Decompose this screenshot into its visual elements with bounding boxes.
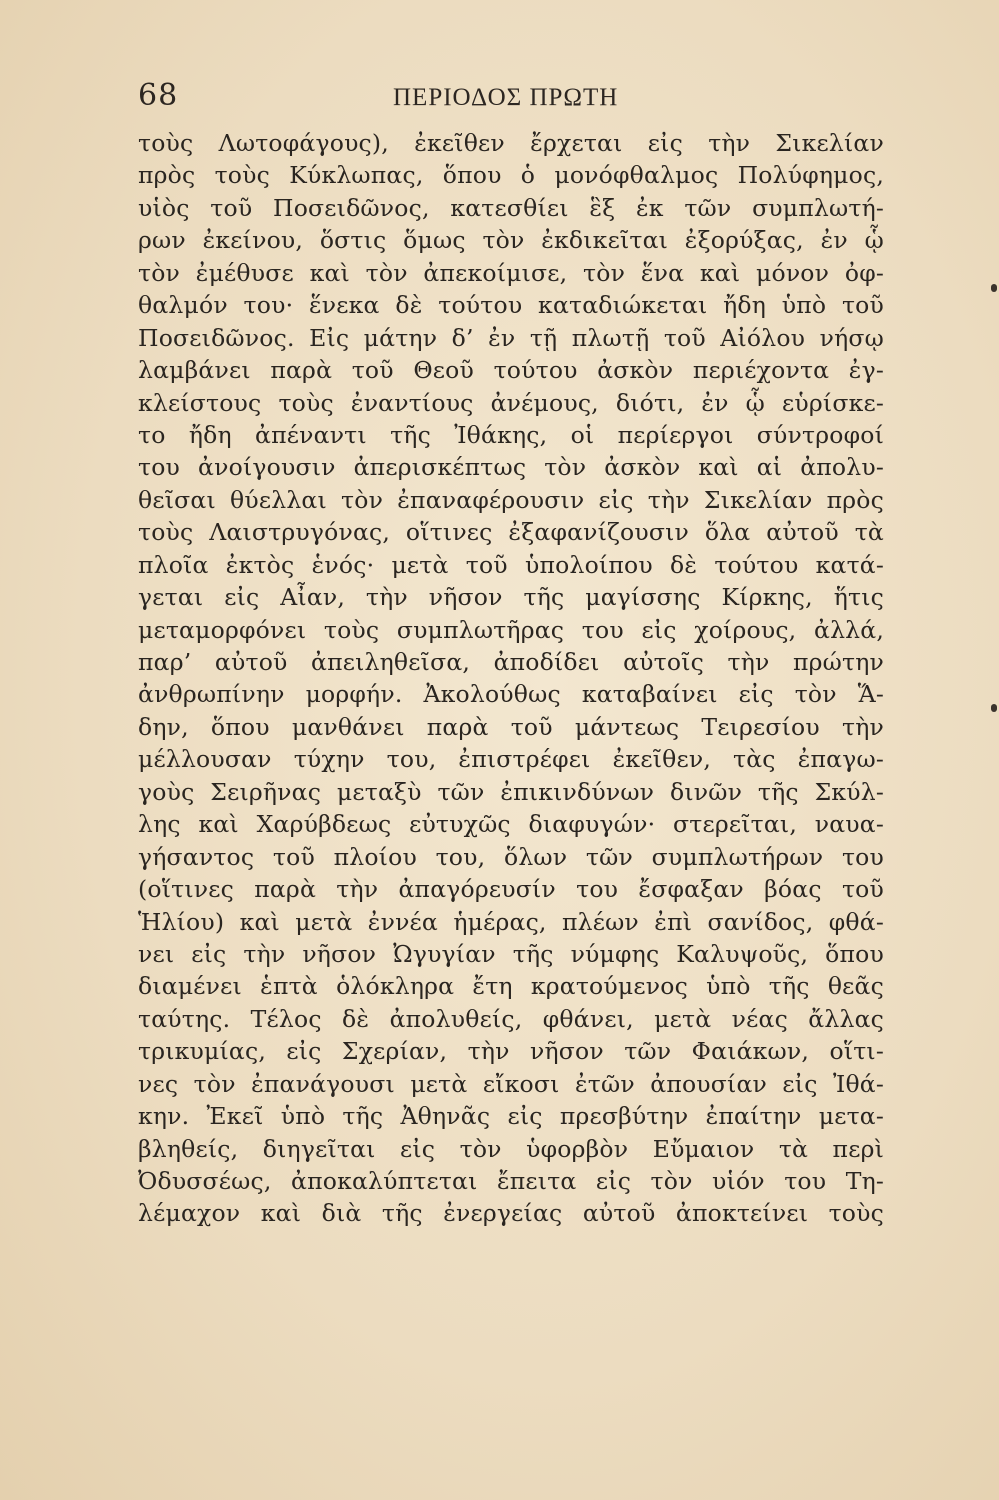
- text-line: του ἀνοίγουσιν ἀπερισκέπτως τὸν ἀσκὸν καὶ αἱ ἀπολυ-: [138, 453, 884, 482]
- text-line: πρὸς τοὺς Κύκλωπας, ὅπου ὁ μονόφθαλμος Πολύφημος,: [138, 161, 884, 190]
- text-line: ταύτης. Τέλος δὲ ἀπολυθείς, φθάνει, μετὰ νέας ἄλλας: [138, 1004, 884, 1033]
- text-line: γεται εἰς Αἶαν, τὴν νῆσον τῆς μαγίσσης Κίρκης, ἥτις: [138, 583, 884, 612]
- page-header: [138, 78, 884, 118]
- text-line: θεῖσαι θύελλαι τὸν ἐπαναφέρουσιν εἰς τὴν Σικελίαν πρὸς: [138, 485, 884, 514]
- margin-mark: [991, 284, 997, 292]
- text-line: υἱὸς τοῦ Ποσειδῶνος, κατεσθίει ἓξ ἐκ τῶν συμπλωτή-: [138, 193, 884, 222]
- text-line: λέμαχον καὶ διὰ τῆς ἐνεργείας αὐτοῦ ἀποκτείνει τοὺς: [138, 1199, 884, 1228]
- text-line: τρικυμίας, εἰς Σχερίαν, τὴν νῆσον τῶν Φαιάκων, οἵτι-: [138, 1037, 884, 1066]
- text-line: ρων ἐκείνου, ὅστις ὅμως τὸν ἐκδικεῖται ἐξορύξας, ἐν ᾧ: [138, 226, 884, 255]
- text-line: ἀνθρωπίνην μορφήν. Ἀκολούθως καταβαίνει εἰς τὸν Ἅ-: [138, 680, 884, 709]
- text-line: τοὺς Λωτοφάγους), ἐκεῖθεν ἔρχεται εἰς τὴν Σικελίαν: [138, 129, 884, 157]
- page-number: 68: [138, 78, 179, 113]
- text-line: κην. Ἐκεῖ ὑπὸ τῆς Ἀθηνᾶς εἰς πρεσβύτην ἐπαίτην μετα-: [138, 1102, 884, 1131]
- text-line: κλείστους τοὺς ἐναντίους ἀνέμους, διότι, ἐν ᾧ εὑρίσκε-: [138, 388, 884, 417]
- text-line: τοὺς Λαιστρυγόνας, οἵτινες ἐξαφανίζουσιν ὅλα αὐτοῦ τὰ: [138, 518, 884, 547]
- text-line: γοὺς Σειρῆνας μεταξὺ τῶν ἐπικινδύνων δινῶν τῆς Σκύλ-: [138, 777, 884, 806]
- text-line: γήσαντος τοῦ πλοίου του, ὅλων τῶν συμπλωτήρων του: [138, 842, 884, 871]
- text-line: νει εἰς τὴν νῆσον Ὠγυγίαν τῆς νύμφης Καλυψοῦς, ὅπου: [138, 939, 884, 968]
- text-line: (οἵτινες παρὰ τὴν ἀπαγόρευσίν του ἔσφαξαν βόας τοῦ: [138, 875, 884, 904]
- text-line: λαμβάνει παρὰ τοῦ Θεοῦ τούτου ἀσκὸν περιέχοντα ἐγ-: [138, 356, 884, 385]
- running-head: ΠΕΡΙΟΔΟΣ ΠΡΩΤΗ: [393, 84, 619, 111]
- text-line: το ἤδη ἀπέναντι τῆς Ἰθάκης, οἱ περίεργοι σύντροφοί: [138, 420, 884, 449]
- text-line: Ὀδυσσέως, ἀποκαλύπτεται ἔπειτα εἰς τὸν υἱόν του Τη-: [138, 1167, 884, 1195]
- text-line: Ποσειδῶνος. Εἰς μάτην δ’ ἐν τῇ πλωτῇ τοῦ Αἰόλου νήσῳ: [138, 323, 884, 352]
- text-line: μεταμορφόνει τοὺς συμπλωτῆρας του εἰς χοίρους, ἀλλά,: [138, 615, 884, 644]
- text-line: νες τὸν ἐπανάγουσι μετὰ εἴκοσι ἐτῶν ἀπουσίαν εἰς Ἰθά-: [138, 1069, 884, 1098]
- text-line: Ἡλίου) καὶ μετὰ ἐννέα ἡμέρας, πλέων ἐπὶ σανίδος, φθά-: [138, 907, 884, 936]
- text-line: δην, ὅπου μανθάνει παρὰ τοῦ μάντεως Τειρεσίου τὴν: [138, 712, 884, 741]
- text-line: τὸν ἐμέθυσε καὶ τὸν ἀπεκοίμισε, τὸν ἕνα καὶ μόνον ὀφ-: [138, 258, 884, 287]
- text-line: διαμένει ἑπτὰ ὁλόκληρα ἔτη κρατούμενος ὑπὸ τῆς θεᾶς: [138, 972, 884, 1001]
- text-line: παρ’ αὐτοῦ ἀπειληθεῖσα, ἀποδίδει αὐτοῖς τὴν πρώτην: [138, 648, 884, 676]
- text-line: θαλμόν του· ἕνεκα δὲ τούτου καταδιώκεται ἤδη ὑπὸ τοῦ: [138, 291, 884, 320]
- body-text: [138, 127, 884, 1230]
- margin-mark: [991, 704, 997, 712]
- text-line: πλοῖα ἐκτὸς ἑνός· μετὰ τοῦ ὑπολοίπου δὲ τούτου κατά-: [138, 550, 884, 579]
- text-line: βληθείς, διηγεῖται εἰς τὸν ὑφορβὸν Εὔμαιον τὰ περὶ: [138, 1134, 884, 1163]
- text-line: λης καὶ Χαρύβδεως εὐτυχῶς διαφυγών· στερεῖται, ναυα-: [138, 810, 884, 839]
- text-line: μέλλουσαν τύχην του, ἐπιστρέφει ἐκεῖθεν, τὰς ἐπαγω-: [138, 745, 884, 774]
